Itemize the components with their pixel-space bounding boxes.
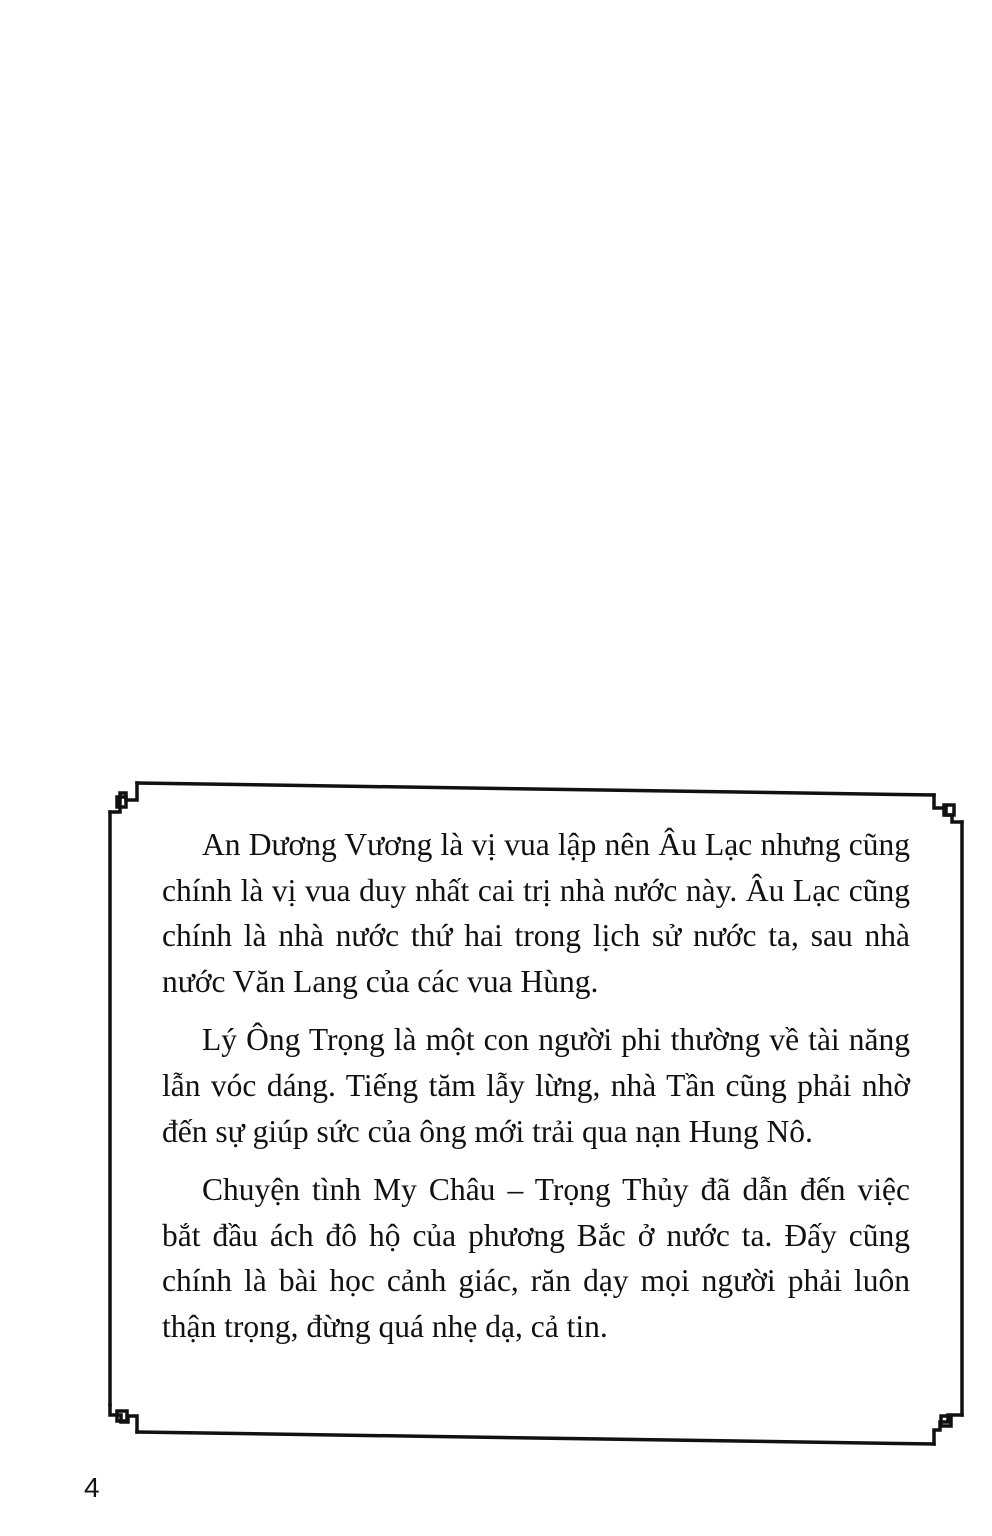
page-number: 4 [84, 1472, 100, 1503]
frame-bottom-border [137, 1432, 934, 1444]
summary-text-box [162, 822, 910, 1350]
frame-corner-bottom-right [934, 1415, 962, 1444]
paragraph-ly-ong-trong: Lý Ông Trọng là một con người phi thường về tài năng lẫn vóc dáng. Tiếng tăm lẫy lừng, nhà Tần cũng phải nhờ đến sự giúp sức của ông mới trải qua nạn Hung Nô. [162, 1022, 910, 1149]
paragraph-my-chau-trong-thuy: Chuyện tình My Châu – Trọng Thủy đã dẫn đến việc bắt đầu ách đô hộ của phương Bắc ở nước ta. Đấy cũng chính là bài học cảnh giác, răn dạy mọi người phải luôn thận trọng, đừng quá nhẹ dạ, cả tin. [162, 1172, 910, 1344]
paragraph-an-duong-vuong: An Dương Vương là vị vua lập nên Âu Lạc nhưng cũng chính là vị vua duy nhất cai trị nhà nước này. Âu Lạc cũng chính là nhà nước thứ hai trong lịch sử nước ta, sau nhà nước Văn Lang của các vua Hùng. [162, 827, 910, 999]
frame-corner-bottom-left [110, 1405, 137, 1432]
frame-corner-top-left [110, 783, 137, 812]
frame-top-border [137, 783, 934, 795]
frame-corner-top-right [934, 795, 962, 822]
